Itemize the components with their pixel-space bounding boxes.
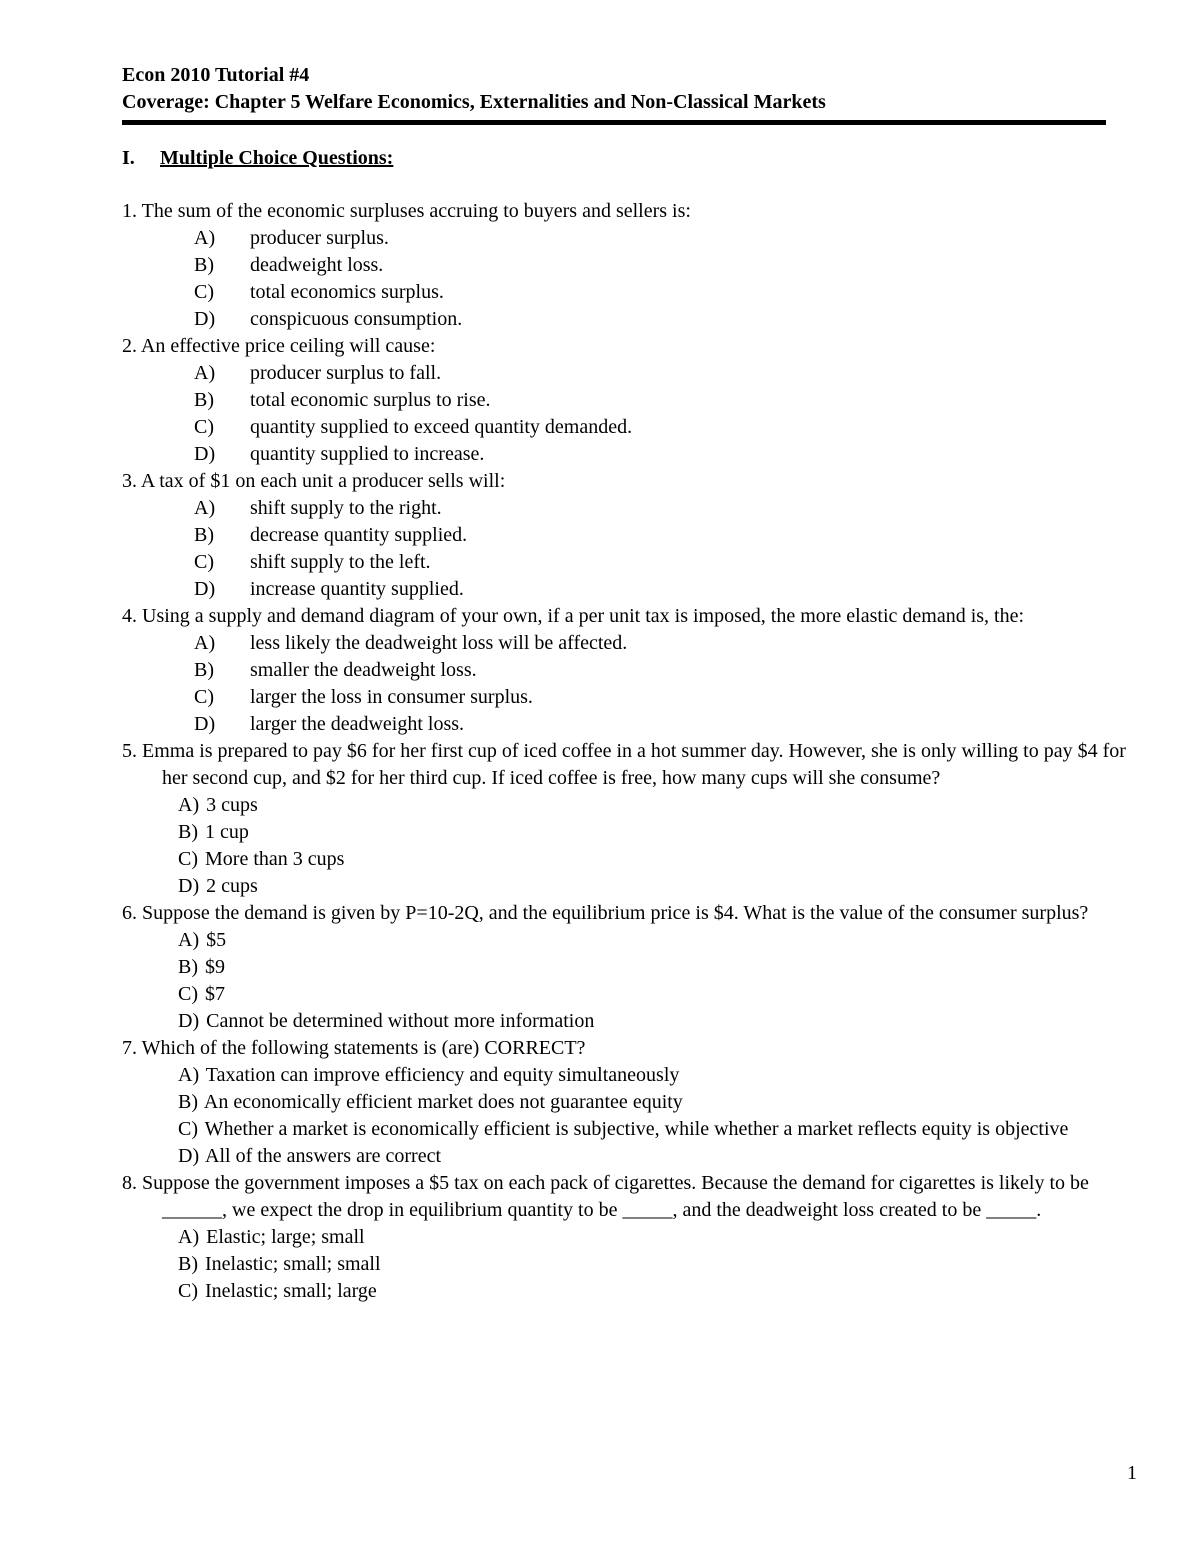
option-text: producer surplus to fall. [250, 362, 442, 384]
question-3 [122, 468, 1137, 603]
option-letter: C) [178, 1118, 198, 1140]
option-letter: D) [178, 1010, 200, 1032]
question-4 [122, 603, 1137, 738]
answer-option [122, 576, 1137, 603]
answer-option [122, 1251, 1137, 1278]
option-letter: D) [194, 578, 216, 600]
section-title: Multiple Choice Questions: [160, 147, 394, 169]
answer-option [122, 630, 1137, 657]
option-letter: C) [194, 551, 214, 573]
option-text: deadweight loss. [250, 254, 384, 276]
option-letter: C) [194, 416, 214, 438]
question-2 [122, 333, 1137, 468]
section-number: I. [122, 147, 135, 169]
option-letter: D) [178, 875, 200, 897]
option-letter: D) [194, 308, 216, 330]
option-text: 2 cups [206, 875, 258, 897]
option-text: producer surplus. [250, 227, 389, 249]
option-text: quantity supplied to increase. [250, 443, 485, 465]
answer-option [122, 414, 1137, 441]
header-rule [122, 120, 1106, 125]
option-text: decrease quantity supplied. [250, 524, 468, 546]
option-letter: B) [194, 389, 214, 411]
answer-option [122, 927, 1137, 954]
option-text: Cannot be determined without more information [206, 1010, 595, 1032]
option-text: $5 [206, 929, 227, 951]
answer-option [122, 711, 1137, 738]
page-number: 1 [1127, 1462, 1137, 1484]
questions-list [122, 198, 1137, 1305]
option-letter: D) [178, 1145, 200, 1167]
answer-option [122, 1143, 1137, 1170]
answer-option [122, 360, 1137, 387]
question-stem: 5. Emma is prepared to pay $6 for her first cup of iced coffee in a hot summer day. However, she is only willing to pay $4 for her second cup, and $2 for her third cup. If iced coffee is free, how many cups will she consume? [122, 740, 1126, 789]
option-letter: A) [178, 1064, 200, 1086]
option-letter: B) [178, 956, 198, 978]
question-5 [122, 738, 1137, 900]
question-7 [122, 1035, 1137, 1170]
option-text: total economic surplus to rise. [250, 389, 491, 411]
question-stem: 3. A tax of $1 on each unit a producer sells will: [122, 470, 506, 492]
question-stem: 4. Using a supply and demand diagram of your own, if a per unit tax is imposed, the more elastic demand is, the: [122, 605, 1025, 627]
option-letter: A) [178, 929, 200, 951]
option-text: Whether a market is economically efficient is subjective, while whether a market reflects equity is objective [204, 1118, 1069, 1140]
option-text: larger the deadweight loss. [250, 713, 465, 735]
answer-option [122, 441, 1137, 468]
document-header [122, 62, 1106, 116]
option-text: Inelastic; small; large [205, 1280, 377, 1302]
question-stem: 1. The sum of the economic surpluses accruing to buyers and sellers is: [122, 200, 691, 222]
option-letter: C) [178, 983, 198, 1005]
option-text: increase quantity supplied. [250, 578, 464, 600]
answer-option [122, 954, 1137, 981]
option-letter: B) [178, 1253, 198, 1275]
option-letter: B) [194, 659, 214, 681]
question-8 [122, 1170, 1137, 1305]
answer-option [122, 387, 1137, 414]
option-letter: B) [178, 821, 198, 843]
option-text: shift supply to the right. [250, 497, 442, 519]
answer-option [122, 252, 1137, 279]
option-text: 1 cup [205, 821, 249, 843]
option-text: less likely the deadweight loss will be affected. [250, 632, 628, 654]
question-stem: 2. An effective price ceiling will cause: [122, 335, 436, 357]
question-stem: 7. Which of the following statements is (are) CORRECT? [122, 1037, 586, 1059]
option-text: Elastic; large; small [206, 1226, 365, 1248]
option-letter: B) [178, 1091, 198, 1113]
answer-option [122, 1116, 1137, 1143]
option-text: All of the answers are correct [205, 1145, 442, 1167]
option-text: 3 cups [206, 794, 258, 816]
section-heading [122, 145, 393, 172]
question-stem: 8. Suppose the government imposes a $5 tax on each pack of cigarettes. Because the demand for cigarettes is likely to be ______, we expect the drop in equilibrium quantity to be _____, and the deadweight loss created to be _____. [122, 1172, 1089, 1221]
answer-option [122, 306, 1137, 333]
option-letter: A) [194, 362, 216, 384]
option-letter: C) [194, 686, 214, 708]
option-text: smaller the deadweight loss. [250, 659, 477, 681]
option-text: quantity supplied to exceed quantity demanded. [250, 416, 633, 438]
option-letter: A) [194, 497, 216, 519]
answer-option [122, 495, 1137, 522]
answer-option [122, 846, 1137, 873]
answer-option [122, 873, 1137, 900]
answer-option [122, 981, 1137, 1008]
answer-option [122, 1008, 1137, 1035]
answer-option [122, 1062, 1137, 1089]
option-text: An economically efficient market does not guarantee equity [203, 1091, 683, 1113]
option-text: Inelastic; small; small [205, 1253, 381, 1275]
answer-option [122, 819, 1137, 846]
answer-option [122, 549, 1137, 576]
option-letter: A) [194, 632, 216, 654]
option-text: $9 [205, 956, 225, 978]
option-text: $7 [205, 983, 225, 1005]
answer-option [122, 522, 1137, 549]
question-stem: 6. Suppose the demand is given by P=10-2Q, and the equilibrium price is $4. What is the value of the consumer surplus? [122, 902, 1089, 924]
tutorial-title: Econ 2010 Tutorial #4 [122, 64, 310, 86]
answer-option [122, 279, 1137, 306]
answer-option [122, 792, 1137, 819]
option-letter: C) [194, 281, 214, 303]
option-letter: A) [194, 227, 216, 249]
answer-option [122, 1224, 1137, 1251]
option-letter: D) [194, 443, 216, 465]
option-letter: B) [194, 254, 214, 276]
option-letter: C) [178, 848, 198, 870]
answer-option [122, 657, 1137, 684]
option-letter: A) [178, 1226, 200, 1248]
answer-option [122, 225, 1137, 252]
option-letter: A) [178, 794, 200, 816]
option-text: shift supply to the left. [250, 551, 431, 573]
answer-option [122, 684, 1137, 711]
option-text: conspicuous consumption. [250, 308, 463, 330]
option-letter: D) [194, 713, 216, 735]
answer-option [122, 1089, 1137, 1116]
option-text: total economics surplus. [250, 281, 444, 303]
answer-option [122, 1278, 1137, 1305]
option-text: More than 3 cups [205, 848, 345, 870]
option-text: Taxation can improve efficiency and equity simultaneously [205, 1064, 680, 1086]
option-letter: B) [194, 524, 214, 546]
option-text: larger the loss in consumer surplus. [250, 686, 533, 708]
option-letter: C) [178, 1280, 198, 1302]
question-6 [122, 900, 1137, 1035]
coverage-line: Coverage: Chapter 5 Welfare Economics, Externalities and Non-Classical Markets [122, 91, 826, 113]
question-1 [122, 198, 1137, 333]
